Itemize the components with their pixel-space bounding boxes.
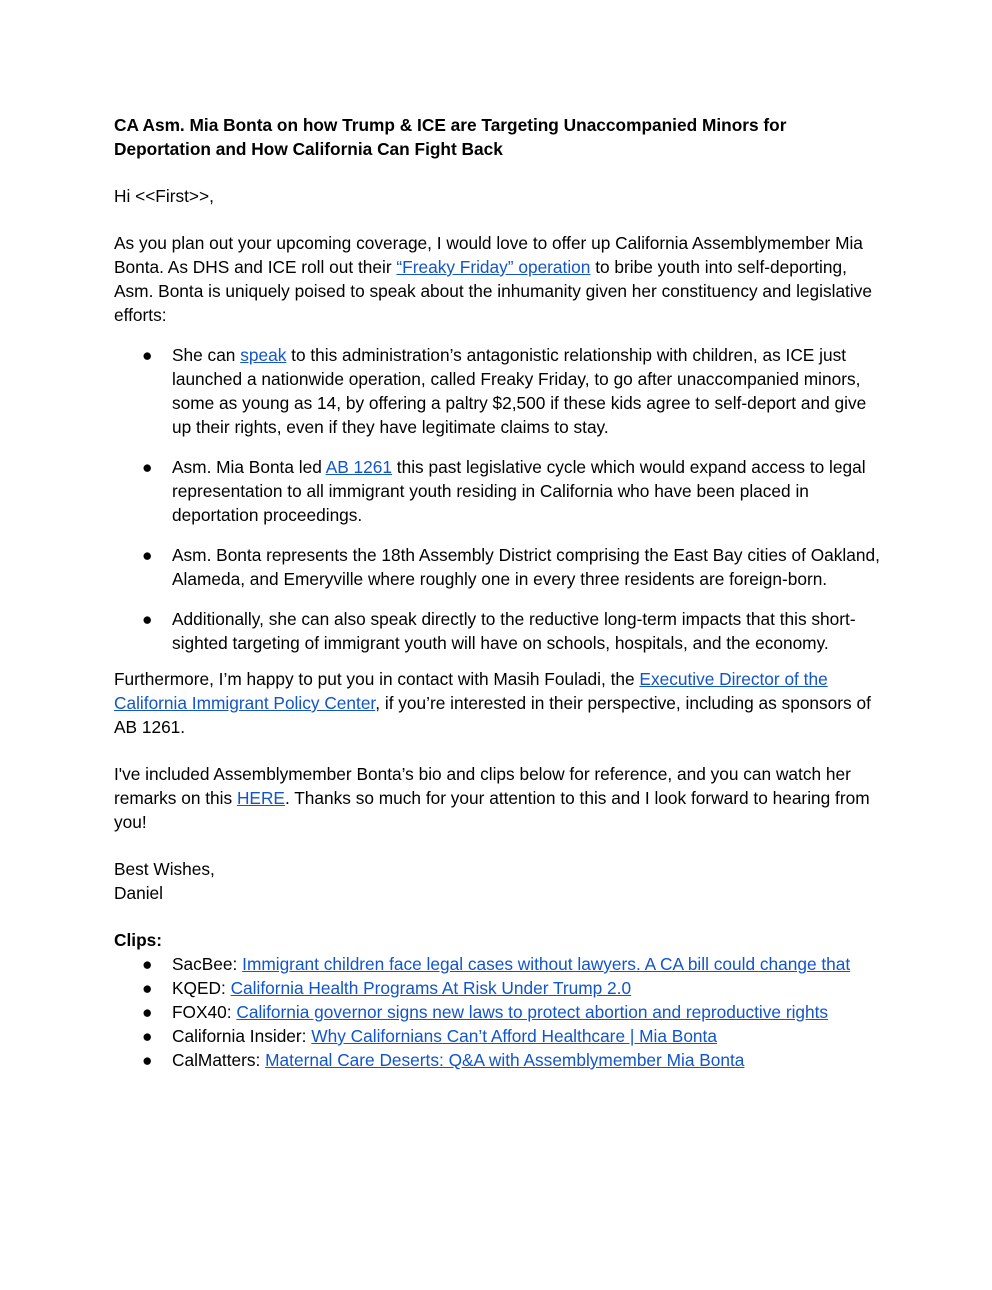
freaky-friday-link[interactable]: “Freaky Friday” operation bbox=[396, 257, 591, 277]
point-text-post: this past legislative cycle which would expand access to legal representation to all immigrant youth residing in California who have been placed in deportation proceedings. bbox=[172, 457, 866, 525]
bullet-icon: ● bbox=[142, 345, 153, 365]
executive-director-link[interactable]: Executive Director of the California Immigrant Policy Center bbox=[114, 669, 828, 713]
included-paragraph bbox=[114, 762, 884, 834]
included-text-2: . Thanks so much for your attention to this and I look forward to hearing from you! bbox=[114, 788, 870, 832]
point-text-pre: Asm. Mia Bonta led bbox=[172, 457, 326, 477]
point-text-pre: She can bbox=[172, 345, 241, 365]
clip-source: FOX40: bbox=[172, 1002, 237, 1022]
point-text: Asm. Bonta represents the 18th Assembly District comprising the East Bay cities of Oakland, Alameda, and Emeryville where roughly one in every three residents are foreign-born. bbox=[172, 545, 880, 589]
bullet-icon: ● bbox=[142, 457, 153, 477]
greeting: Hi <<First>>, bbox=[114, 186, 214, 206]
list-item bbox=[114, 607, 884, 655]
included-text-1: I've included Assemblymember Bonta’s bio and clips below for reference, and you can watch her remarks on this bbox=[114, 764, 851, 808]
clip-source: KQED: bbox=[172, 978, 231, 998]
intro-text-1: As you plan out your upcoming coverage, I would love to offer up California Assemblymember Mia Bonta. As DHS and ICE roll out their bbox=[114, 233, 863, 277]
list-item bbox=[114, 343, 884, 439]
bullet-icon: ● bbox=[142, 954, 153, 974]
list-item bbox=[114, 976, 884, 1000]
clip-link-fox40[interactable]: California governor signs new laws to protect abortion and reproductive rights bbox=[236, 1002, 829, 1022]
list-item bbox=[114, 1000, 884, 1024]
document-page bbox=[114, 113, 884, 1072]
list-item bbox=[114, 1048, 884, 1072]
ab-1261-link[interactable]: AB 1261 bbox=[325, 457, 392, 477]
intro-text-2: to bribe youth into self-deporting, Asm. Bonta is uniquely poised to speak about the inhumanity given her constituency and legislative efforts: bbox=[114, 257, 872, 325]
furthermore-text-1: Furthermore, I’m happy to put you in contact with Masih Fouladi, the bbox=[114, 669, 640, 689]
clip-source: SacBee: bbox=[172, 954, 243, 974]
clips-heading: Clips: bbox=[114, 930, 163, 950]
clip-link-california-insider[interactable]: Why Californians Can’t Afford Healthcare | Mia Bonta bbox=[311, 1026, 717, 1046]
list-item bbox=[114, 455, 884, 527]
bullet-icon: ● bbox=[142, 1026, 153, 1046]
bullet-icon: ● bbox=[142, 1050, 153, 1070]
here-link[interactable]: HERE bbox=[236, 788, 285, 808]
clip-link-calmatters[interactable]: Maternal Care Deserts: Q&A with Assemblymember Mia Bonta bbox=[265, 1050, 745, 1070]
furthermore-text-2: , if you’re interested in their perspective, including as sponsors of AB 1261. bbox=[114, 693, 871, 737]
signoff-line: Best Wishes, bbox=[114, 859, 215, 879]
bullet-icon: ● bbox=[142, 609, 153, 629]
clip-source: California Insider: bbox=[172, 1026, 312, 1046]
document-title: CA Asm. Mia Bonta on how Trump & ICE are Targeting Unaccompanied Minors for Deportation and How California Can Fight Back bbox=[114, 115, 787, 159]
bullet-icon: ● bbox=[142, 1002, 153, 1022]
bullet-icon: ● bbox=[142, 978, 153, 998]
signature-name: Daniel bbox=[114, 883, 163, 903]
point-text: Additionally, she can also speak directly to the reductive long-term impacts that this short-sighted targeting of immigrant youth will have on schools, hospitals, and the economy. bbox=[172, 609, 856, 653]
list-item bbox=[114, 543, 884, 591]
point-text-post: to this administration’s antagonistic relationship with children, as ICE just launched a nationwide operation, called Freaky Friday, to go after unaccompanied minors, some as young as 14, by offering a paltry $2,500 if these kids agree to self-deport and give up their rights, even if they have legitimate claims to stay. bbox=[172, 345, 867, 437]
clip-link-sacbee[interactable]: Immigrant children face legal cases without lawyers. A CA bill could change that bbox=[242, 954, 851, 974]
speak-link[interactable]: speak bbox=[240, 345, 287, 365]
list-item bbox=[114, 952, 884, 976]
talking-points-list bbox=[114, 343, 884, 655]
bullet-icon: ● bbox=[142, 545, 153, 565]
clip-source: CalMatters: bbox=[172, 1050, 266, 1070]
intro-paragraph bbox=[114, 231, 884, 327]
clip-link-kqed[interactable]: California Health Programs At Risk Under Trump 2.0 bbox=[230, 978, 632, 998]
list-item bbox=[114, 1024, 884, 1048]
clips-list bbox=[114, 952, 884, 1072]
furthermore-paragraph bbox=[114, 667, 884, 739]
